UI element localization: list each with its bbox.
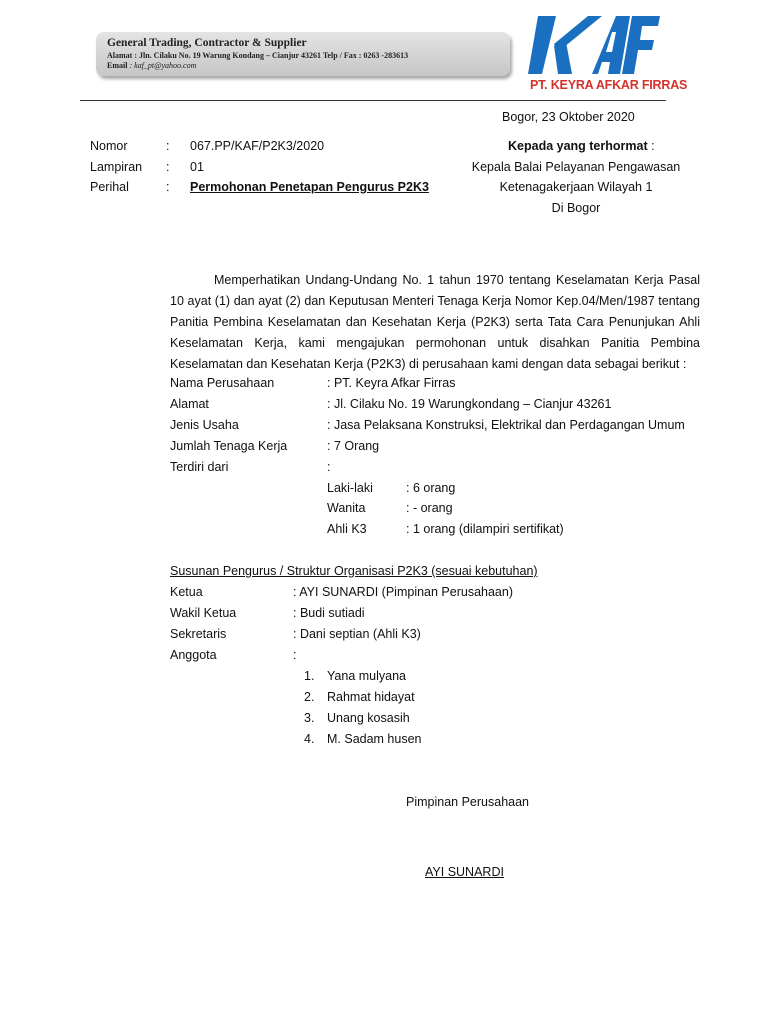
letterhead-address: Alamat : Jln. Cilaku No. 19 Warung Kondang – Cianjur 43261 Telp / Fax : 0263 -283613 xyxy=(107,51,409,60)
role-label: Ketua xyxy=(170,585,203,599)
recipient-line1: Kepala Balai Pelayanan Pengawasan xyxy=(471,160,681,174)
member-number: 2. xyxy=(304,690,315,704)
role-label: Wakil Ketua xyxy=(170,606,237,620)
info-value: : 7 Orang xyxy=(327,439,380,453)
recipient-line2: Ketenagakerjaan Wilayah 1 xyxy=(499,180,653,194)
member-number: 1. xyxy=(304,669,315,683)
nomor-label: Nomor xyxy=(90,139,128,153)
perihal-label: Perihal xyxy=(90,180,129,194)
recipient-line3: Di Bogor xyxy=(551,201,601,215)
info-label: Nama Perusahaan xyxy=(170,376,275,390)
greeting-text: Kepada yang terhormat xyxy=(508,139,648,153)
lampiran-colon: : xyxy=(166,160,170,174)
worker-value: : 6 orang xyxy=(406,481,456,495)
nomor-colon: : xyxy=(166,139,170,153)
header-divider xyxy=(80,100,666,101)
letterhead-email xyxy=(107,61,196,70)
member-name: Yana mulyana xyxy=(327,669,406,683)
info-value: : Jl. Cilaku No. 19 Warungkondang – Cianjur 43261 xyxy=(327,397,612,411)
member-number: 3. xyxy=(304,711,315,725)
role-value: : AYI SUNARDI (Pimpinan Perusahaan) xyxy=(293,585,514,599)
body-paragraph xyxy=(170,270,700,375)
paragraph-text: Memperhatikan Undang-Undang No. 1 tahun 1970 tentang Keselamatan Kerja Pasal 10 ayat (1) dan ayat (2) dan Keputusan Menteri Tenaga Kerja Nomor Kep.04/Men/1987 tentang Panitia Pembina Keselamatan dan Kesehatan Kerja (P2K3) serta Tata Cara Penunjukan Ahli Keselamatan Kerja, kami mengajukan permohonan untuk disahkan Panitia Pembina Keselamatan dan Kesehatan Kerja (P2K3) di perusahaan kami dengan data sebagai berikut : xyxy=(170,273,700,371)
structure-heading: Susunan Pengurus / Struktur Organisasi P2K3 (sesuai kebutuhan) xyxy=(170,564,538,578)
info-label: Terdiri dari xyxy=(170,460,229,474)
nomor-value: 067.PP/KAF/P2K3/2020 xyxy=(190,139,325,153)
letterhead-tagline: General Trading, Contractor & Supplier xyxy=(107,37,307,49)
role-value: : Dani septian (Ahli K3) xyxy=(293,627,421,641)
role-value: : xyxy=(293,648,297,662)
letter-date: Bogor, 23 Oktober 2020 xyxy=(502,110,635,124)
worker-label: Wanita xyxy=(327,501,366,515)
role-label: Anggota xyxy=(170,648,217,662)
perihal-colon: : xyxy=(166,180,170,194)
member-name: M. Sadam husen xyxy=(327,732,422,746)
info-value: : xyxy=(327,460,331,474)
info-value: : Jasa Pelaksana Konstruksi, Elektrikal dan Perdagangan Umum xyxy=(327,418,685,432)
info-label: Jenis Usaha xyxy=(170,418,239,432)
member-name: Unang kosasih xyxy=(327,711,410,725)
worker-value: : - orang xyxy=(406,501,453,515)
worker-label: Ahli K3 xyxy=(327,522,367,536)
lampiran-label: Lampiran xyxy=(90,160,143,174)
signature-name: AYI SUNARDI xyxy=(425,865,504,879)
info-label: Alamat xyxy=(170,397,209,411)
company-name: PT. KEYRA AFKAR FIRRAS xyxy=(530,78,688,92)
info-label: Jumlah Tenaga Kerja xyxy=(170,439,288,453)
lampiran-value: 01 xyxy=(190,160,204,174)
greeting-colon: : xyxy=(651,139,655,153)
member-number: 4. xyxy=(304,732,315,746)
member-name: Rahmat hidayat xyxy=(327,690,415,704)
email-label: Email xyxy=(107,61,128,70)
role-label: Sekretaris xyxy=(170,627,227,641)
perihal-value: Permohonan Penetapan Pengurus P2K3 xyxy=(190,180,429,194)
worker-label: Laki-laki xyxy=(327,481,373,495)
worker-value: : 1 orang (dilampiri sertifikat) xyxy=(406,522,564,536)
email-value: : kaf_pt@yahoo.com xyxy=(129,61,197,70)
recipient-greeting xyxy=(508,139,655,154)
company-logo-icon xyxy=(528,12,660,78)
info-value: : PT. Keyra Afkar Firras xyxy=(327,376,456,390)
kaf-logo-letters xyxy=(528,16,660,74)
signature-title: Pimpinan Perusahaan xyxy=(406,795,529,809)
role-value: : Budi sutiadi xyxy=(293,606,365,620)
